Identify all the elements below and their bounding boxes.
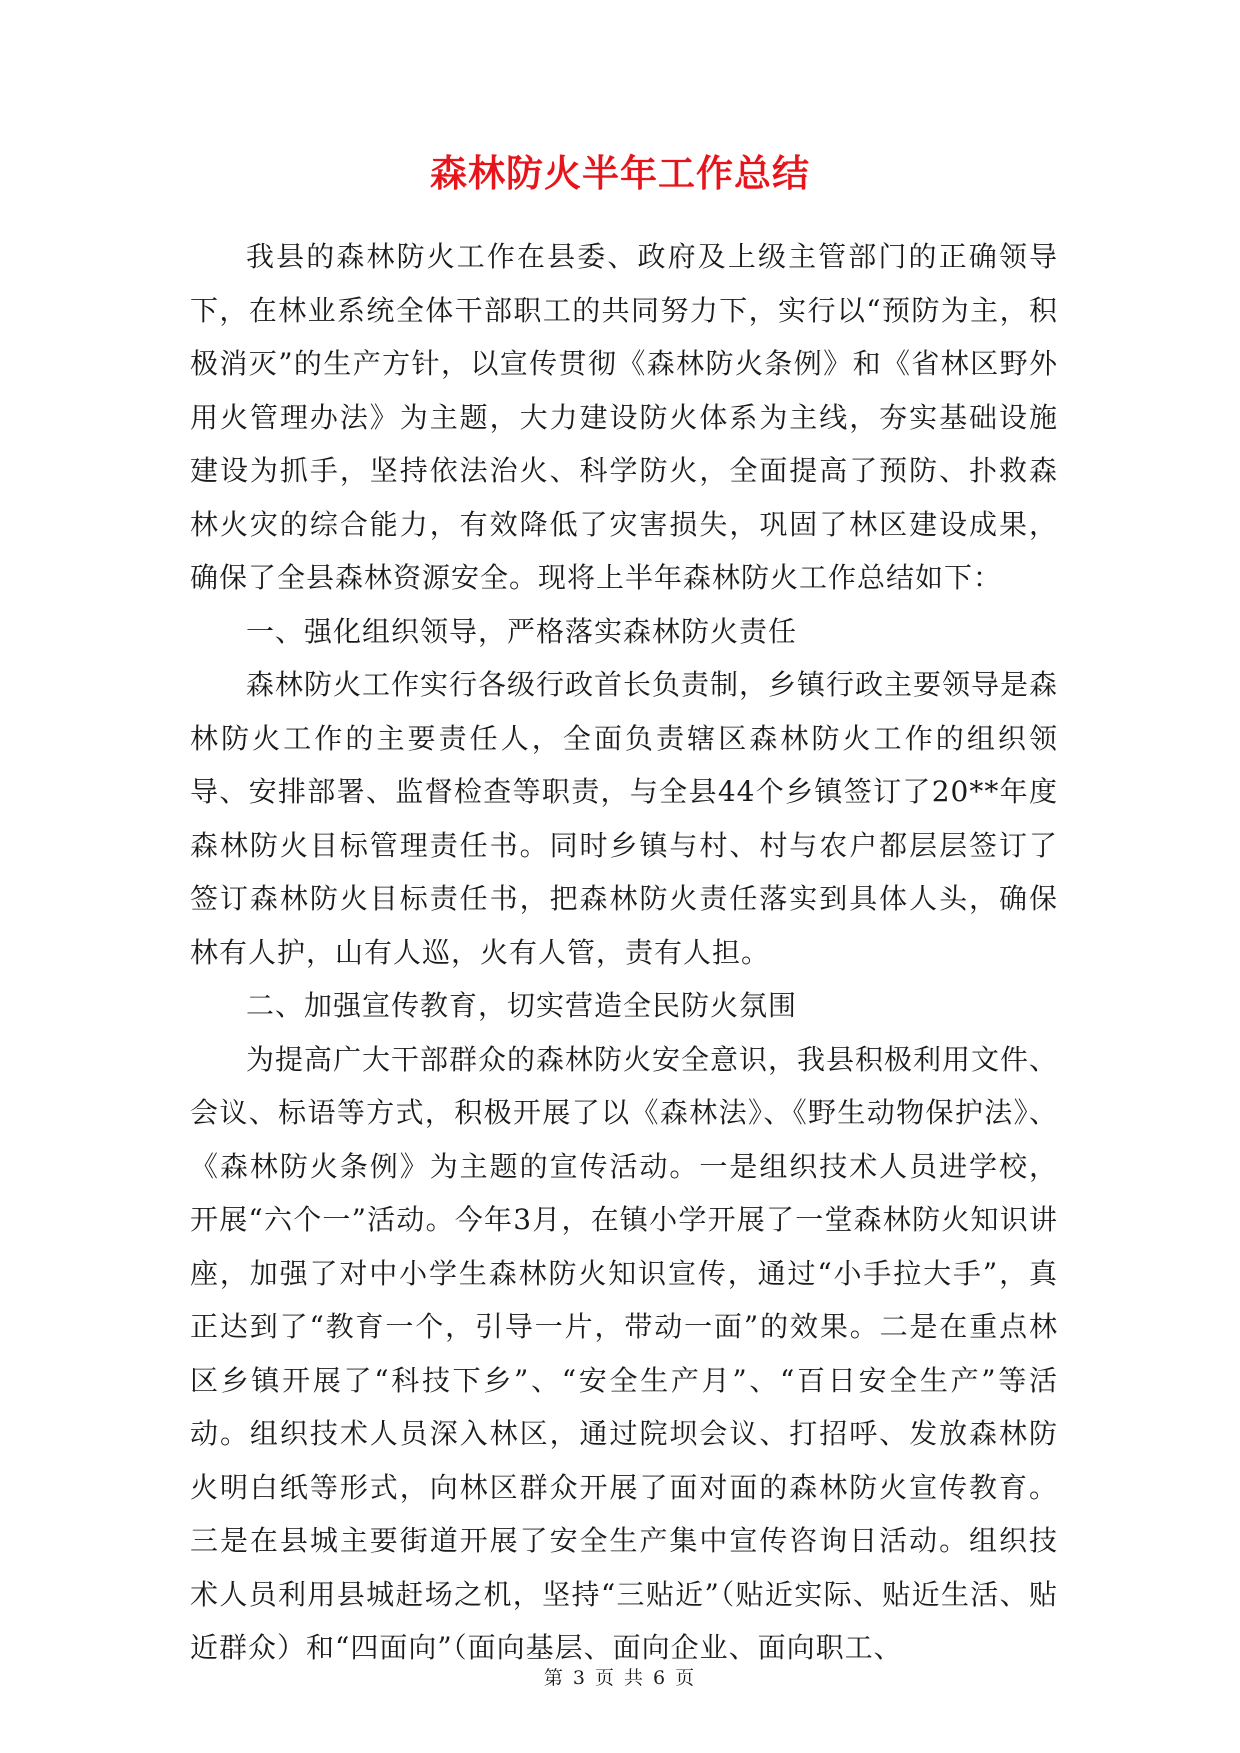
page-number: 第 3 页 共 6 页 [543, 1667, 697, 1689]
intro-paragraph: 我县的森林防火工作在县委、政府及上级主管部门的正确领导下，在林业系统全体干部职工的共同努力下，实行以“预防为主，积极消灭”的生产方针，以宣传贯彻《森林防火条例》和《省林区野外用火管理办法》为主题，大力建设防火体系为主线，夯实基础设施建设为抓手，坚持依法治火、科学防火，全面提高了预防、扑救森林火灾的综合能力，有效降低了灾害损失，巩固了林区建设成果，确保了全县森林资源安全。现将上半年森林防火工作总结如下： [190, 240, 1058, 594]
document-body [190, 230, 1058, 1675]
section-2-paragraph: 为提高广大干部群众的森林防火安全意识，我县积极利用文件、会议、标语等方式，积极开展了以《森林法》、《野生动物保护法》、《森林防火条例》为主题的宣传活动。一是组织技术人员进学校，开展“六个一”活动。今年3月，在镇小学开展了一堂森林防火知识讲座，加强了对中小学生森林防火知识宣传，通过“小手拉大手”，真正达到了“教育一个，引导一片，带动一面”的效果。二是在重点林区乡镇开展了“科技下乡”、“安全生产月”、“百日安全生产”等活动。组织技术人员深入林区，通过院坝会议、打招呼、发放森林防火明白纸等形式，向林区群众开展了面对面的森林防火宣传教育。三是在县城主要街道开展了安全生产集中宣传咨询日活动。组织技术人员利用县城赶场之机，坚持“三贴近”（贴近实际、贴近生活、贴近群众）和“四面向”（面向基层、面向企业、面向职工、 [190, 1042, 1059, 1664]
section-1-paragraph: 森林防火工作实行各级行政首长负责制，乡镇行政主要领导是森林防火工作的主要责任人，全面负责辖区森林防火工作的组织领导、安排部署、监督检查等职责，与全县44个乡镇签订了20**年度森林防火目标管理责任书。同时乡镇与村、村与农户都层层签订了签订森林防火目标责任书，把森林防火责任落实到具体人头，确保林有人护，山有人巡，火有人管，责有人担。 [190, 668, 1059, 969]
section-heading-2: 二、加强宣传教育，切实营造全民防火氛围 [246, 989, 798, 1022]
page-title: 森林防火半年工作总结 [430, 151, 810, 195]
section-heading-1: 一、强化组织领导，严格落实森林防火责任 [246, 614, 798, 648]
